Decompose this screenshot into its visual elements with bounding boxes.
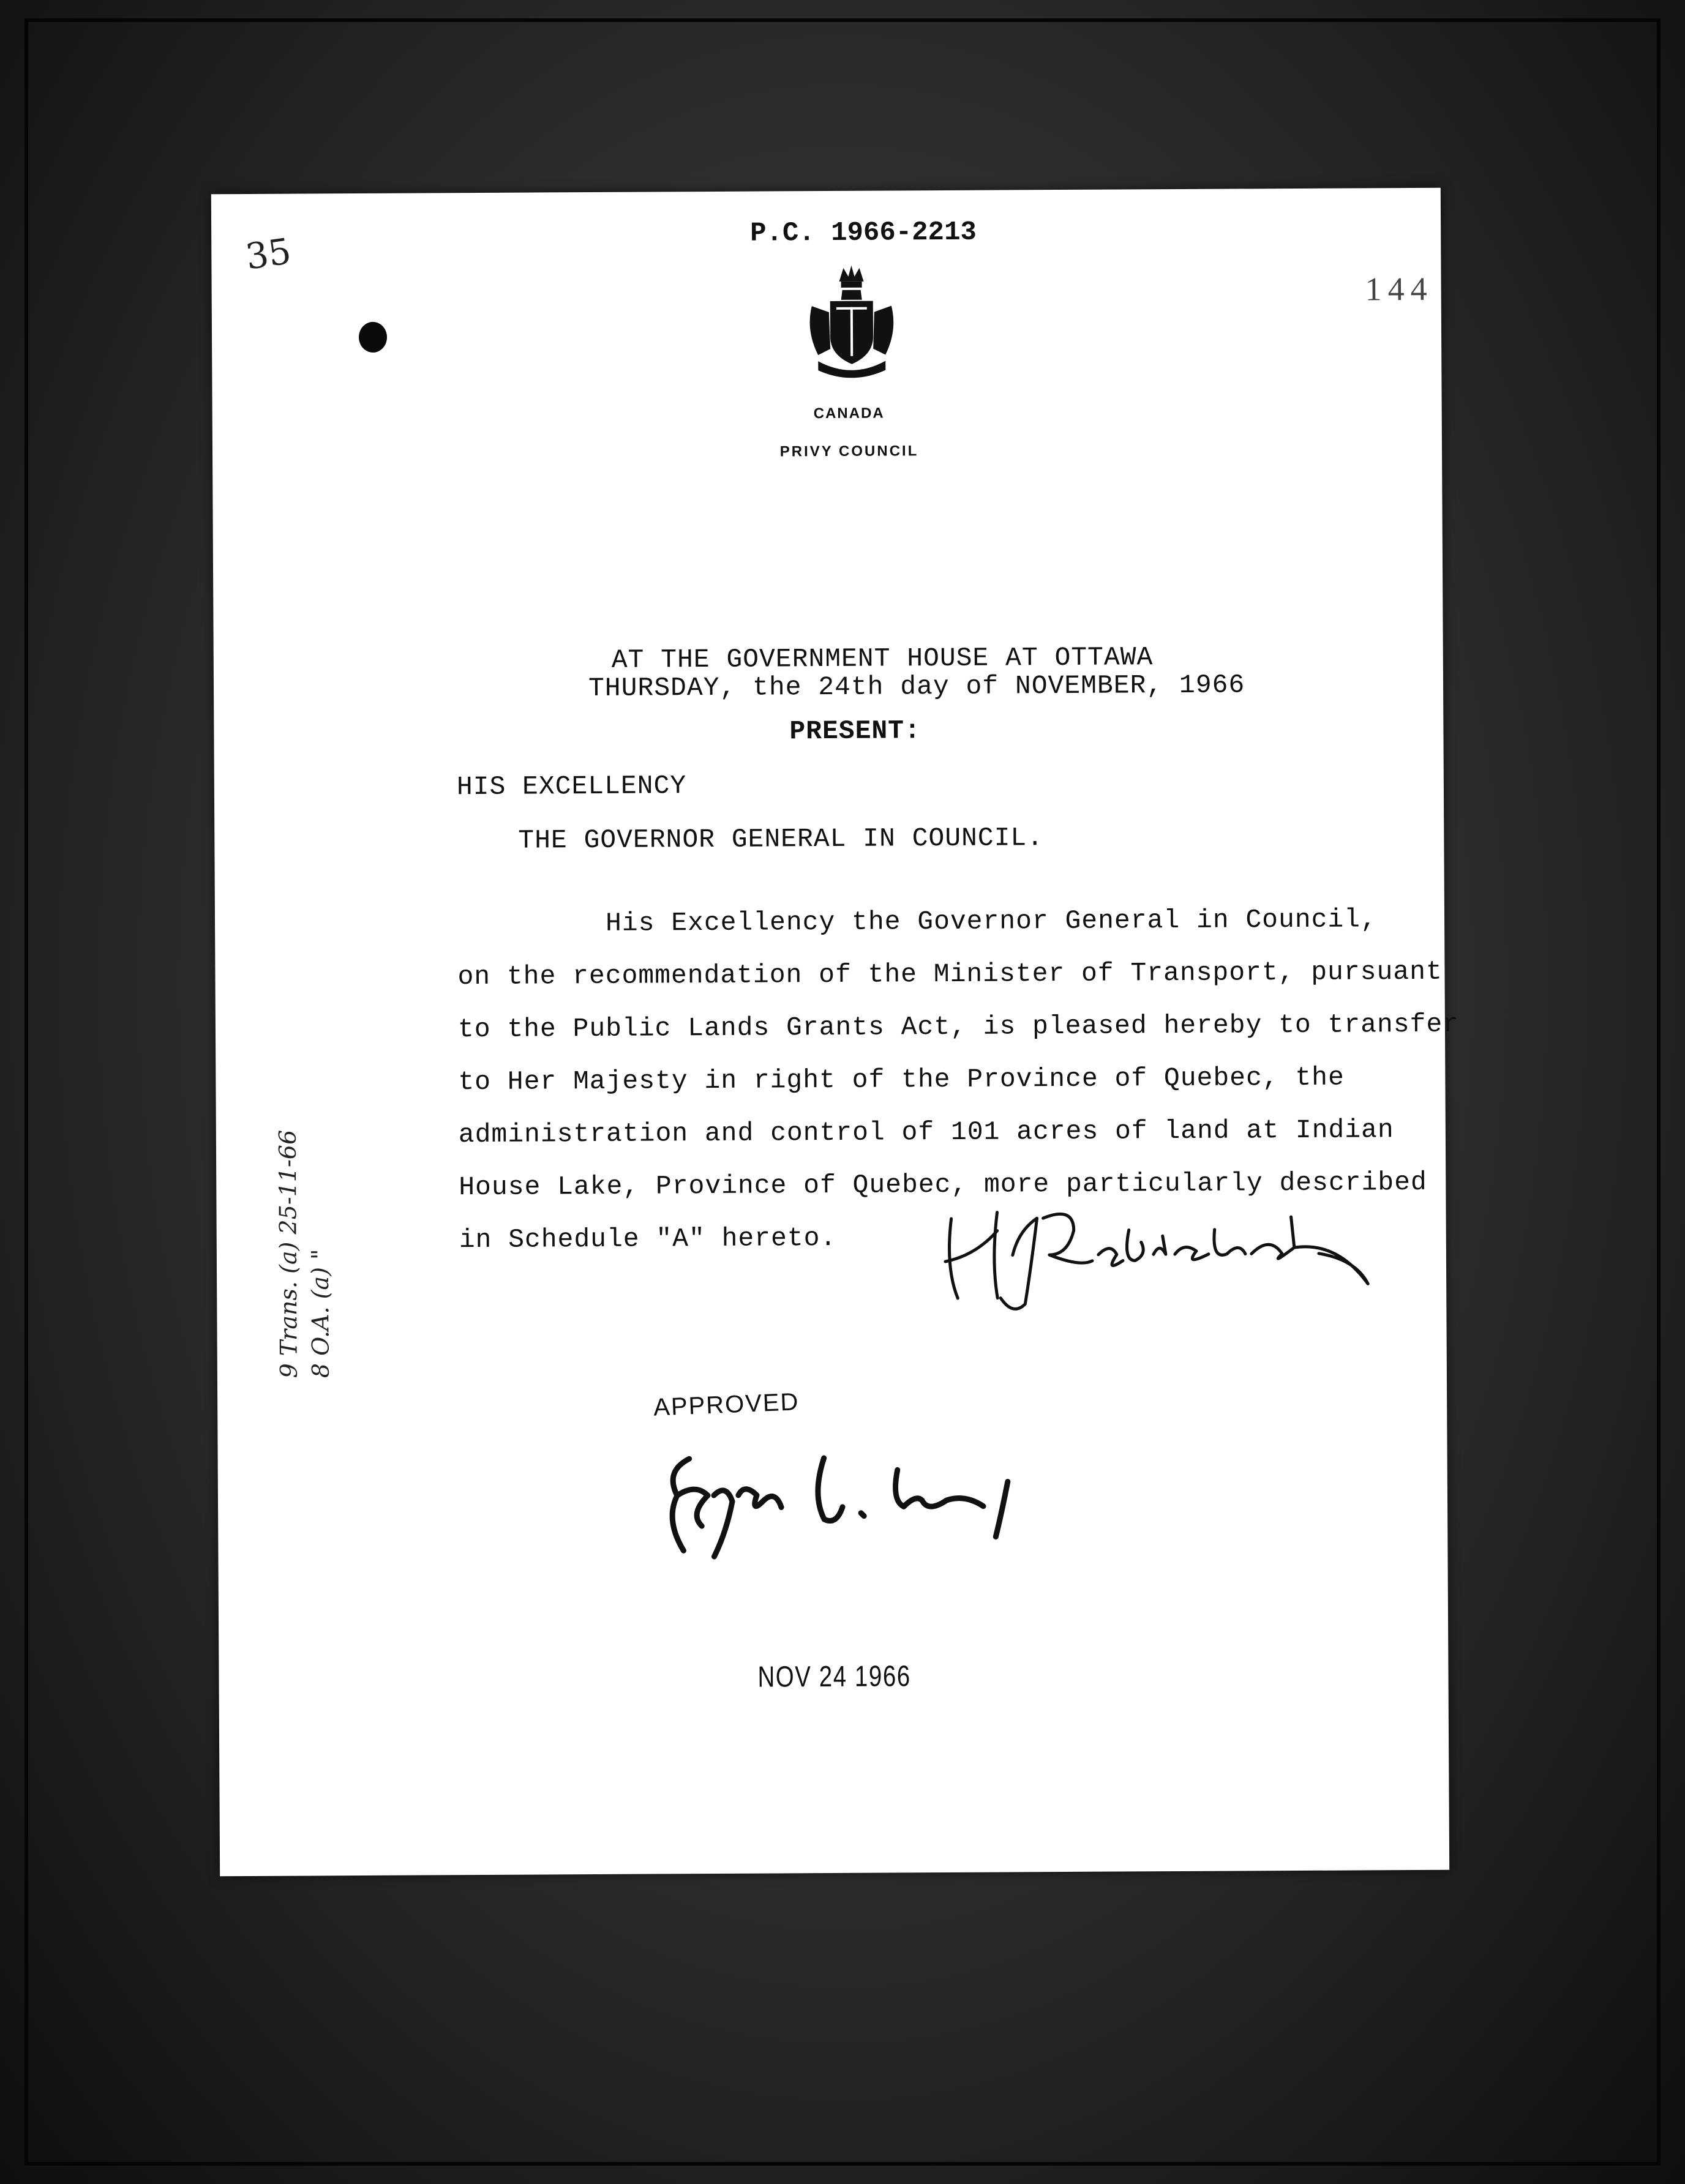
his-excellency-line: HIS EXCELLENCY	[456, 771, 687, 802]
punch-hole	[359, 322, 387, 353]
page-number-stamp: 144	[1365, 270, 1433, 308]
body-line: House Lake, Province of Quebec, more particularly described	[459, 1167, 1427, 1203]
order-in-council-page	[211, 188, 1460, 1876]
side-note-line: 8 O.A. (a) "	[306, 1249, 334, 1378]
order-number: P.C. 1966-2213	[750, 217, 977, 249]
governor-general-signature	[653, 1445, 1057, 1569]
body-line: His Excellency the Governor General in Council,	[605, 904, 1377, 938]
body-line: to Her Majesty in right of the Province of Quebec, the	[458, 1062, 1345, 1098]
approval-date-stamp: NOV 24 1966	[757, 1660, 911, 1694]
emblem-caption-privy-council: PRIVY COUNCIL	[779, 443, 919, 460]
present-label: PRESENT:	[789, 716, 921, 747]
side-note-line: 9 Trans. (a) 25-11-66	[274, 1129, 302, 1378]
governor-general-line: THE GOVERNOR GENERAL IN COUNCIL.	[518, 823, 1044, 856]
meeting-date-line: THURSDAY, the 24th day of NOVEMBER, 1966	[588, 670, 1245, 704]
minister-signature	[939, 1192, 1392, 1317]
handwritten-side-annotation	[272, 1129, 337, 1378]
handwritten-margin-note: 35	[242, 230, 294, 278]
body-line: administration and control of 101 acres of land at Indian	[458, 1115, 1394, 1150]
body-line: to the Public Lands Grants Act, is pleased hereby to transfer	[457, 1009, 1460, 1045]
body-line: in Schedule "A" hereto.	[459, 1222, 837, 1255]
location-line: AT THE GOVERNMENT HOUSE AT OTTAWA	[611, 642, 1154, 675]
body-line: on the recommendation of the Minister of Transport, pursuant	[457, 956, 1443, 992]
emblem-caption-canada: CANADA	[813, 405, 885, 422]
approved-stamp-label: APPROVED	[653, 1388, 800, 1421]
coat-of-arms-emblem	[805, 263, 898, 386]
